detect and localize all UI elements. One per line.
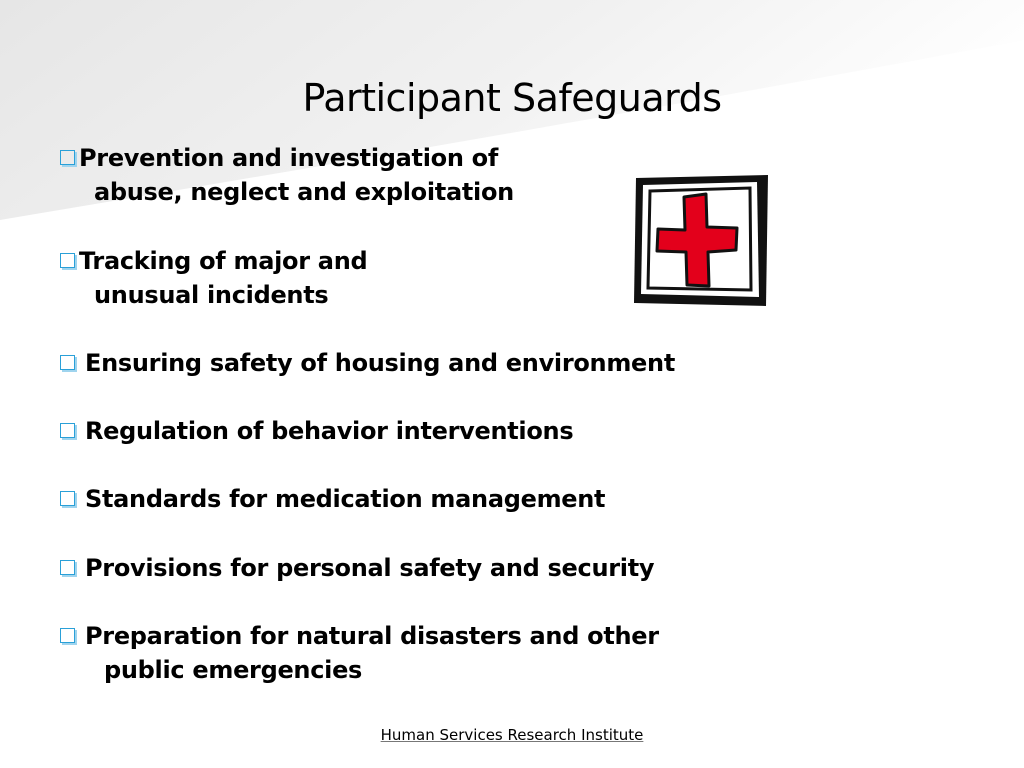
bullet-item: Preparation for natural disasters and other public emergencies — [60, 619, 659, 687]
footer — [0, 726, 1024, 744]
bullet-item: Provisions for personal safety and security — [60, 551, 654, 585]
bullet-item: Standards for medication management — [60, 482, 605, 516]
bullet-item: Regulation of behavior interventions — [60, 414, 573, 448]
square-bullet-icon — [60, 150, 75, 165]
square-bullet-icon — [60, 355, 75, 370]
slide-title: Participant Safeguards — [302, 76, 722, 120]
bullet-item: Ensuring safety of housing and environment — [60, 346, 675, 380]
square-bullet-icon — [60, 423, 75, 438]
red-cross-icon — [630, 172, 772, 310]
bullet-item: Tracking of major and unusual incidents — [60, 244, 367, 312]
square-bullet-icon — [60, 253, 75, 268]
bullet-item: Prevention and investigation of abuse, neglect and exploitation — [60, 141, 514, 209]
square-bullet-icon — [60, 560, 75, 575]
footer-text: Human Services Research Institute — [380, 726, 644, 744]
square-bullet-icon — [60, 491, 75, 506]
square-bullet-icon — [60, 628, 75, 643]
